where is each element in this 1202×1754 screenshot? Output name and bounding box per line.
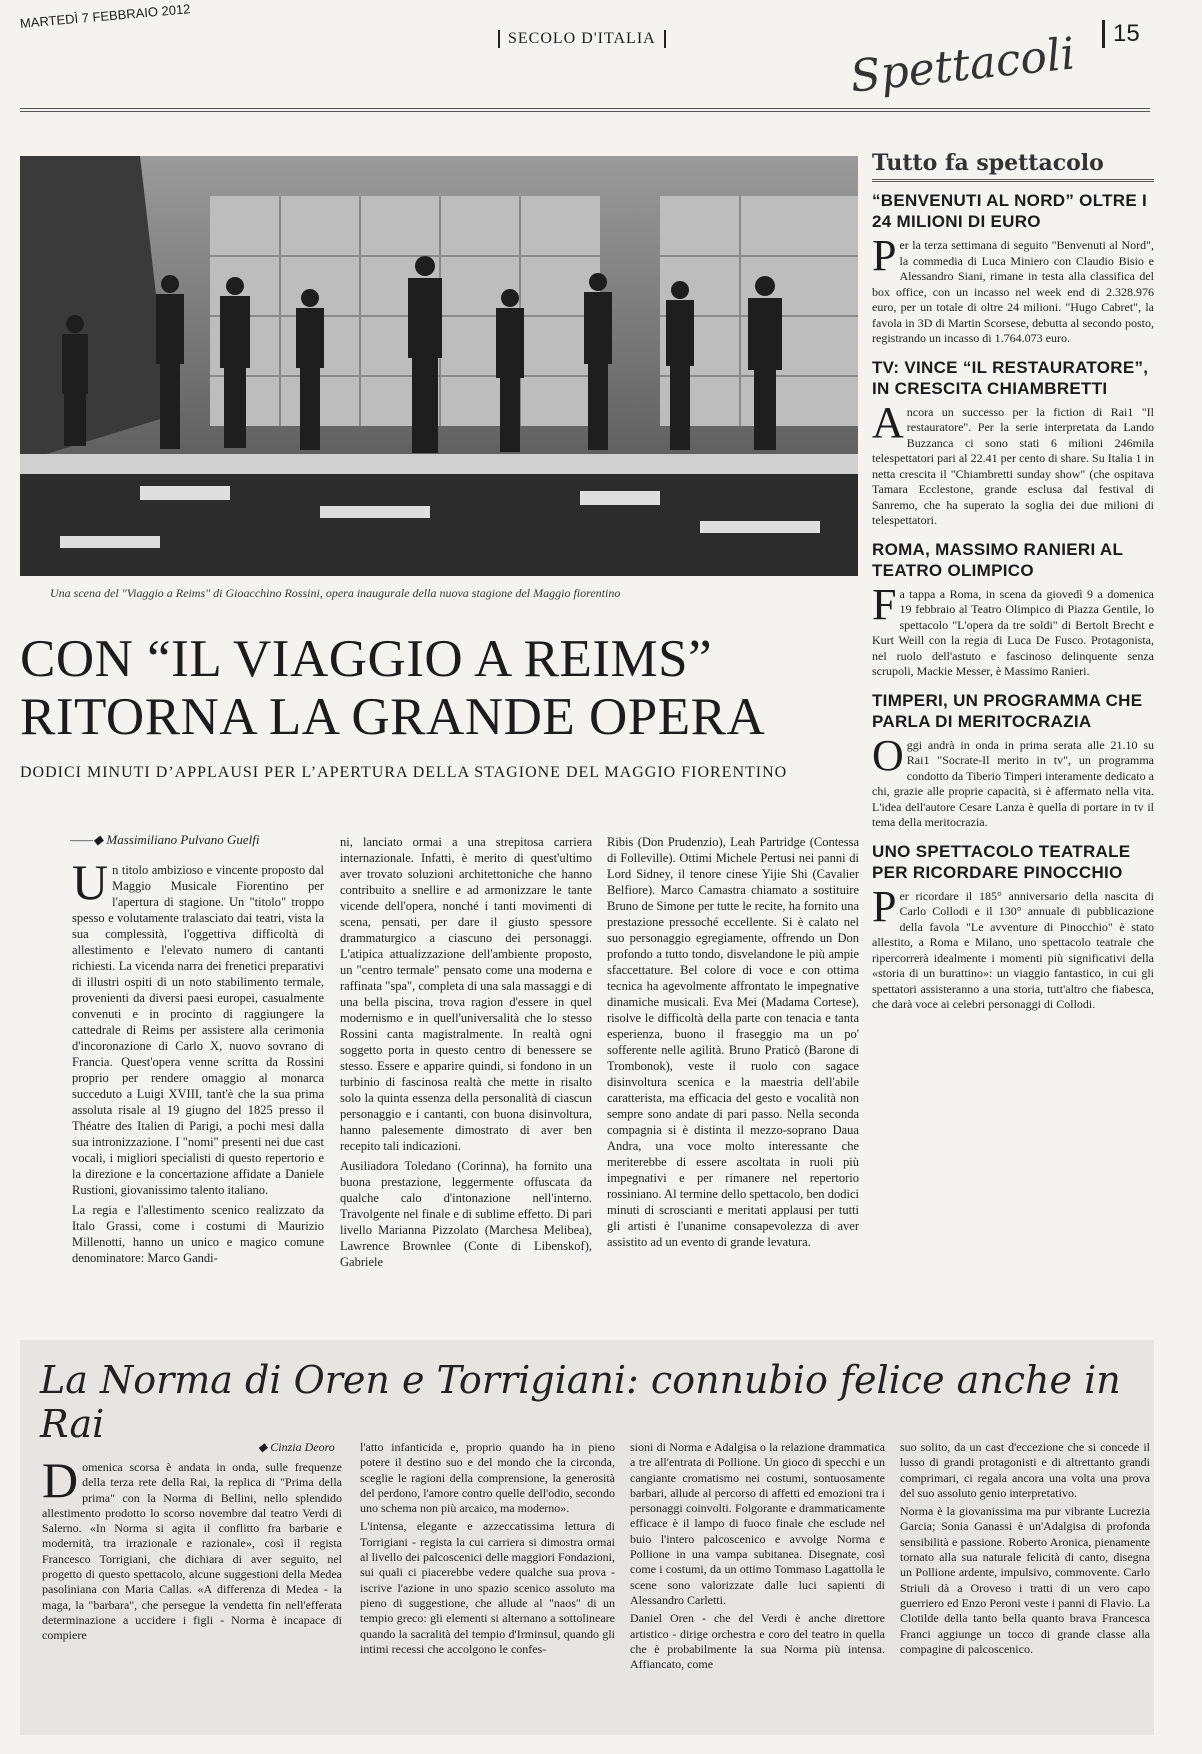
sidebar-news [872, 150, 1154, 1330]
top-rule [20, 108, 1150, 112]
norma-col3-para1: sioni di Norma e Adalgisa o la relazione drammatica a tre all'entrata di Pollione. Un gioco di specchi e un cangiante cromatismo nei costumi, sontuosamente barbari, allude al percorso di affetti ed emozioni tra i personaggi coinvolti. Folgorante e drammaticamente efficace è il lampo di fuoco finale che esclude nel buio l'intero palcoscenico e avvolge Norma e Pollione in una vampa subitanea. Disegnate, così come i costumi, da un ottimo Tommaso Lagattolla le scene sono valorizzate dalle luci sapienti di Alessandro Carletti. [630, 1440, 885, 1607]
main-byline-author: Massimiliano Pulvano Guelfi [106, 832, 260, 847]
sidebar-item-body: Per la terza settimana di seguito "Benvenuti al Nord", la commedia di Luca Miniero con Claudio Bisio e Alessandro Siani, rimane in testa alla classifica del box office, con un incasso nel week end di 2.328.976 euro, per un totale di oltre 24 milioni. "Hugo Cabret", la favola in 3D di Martin Scorsese, debutta al secondo posto, registrando un incasso di 1.764.073 euro. [872, 231, 1154, 345]
sidebar-item-body: Fa tappa a Roma, in scena da giovedì 9 a domenica 19 febbraio al Teatro Olimpico di Piazza Gentile, lo spettacolo "L'opera da tre soldi" di Bertolt Brecht e Kurt Weill con la regia di Luca De Fusco. Protagonista, nel ruolo dell'astuto e fascinoso delinquente senza scrupoli, Mackie Messer, è Massimo Ranieri. [872, 579, 1154, 678]
sidebar-item-body: Per ricordare il 185° anniversario della nascita di Carlo Collodi e il 130° annuale di pubblicazione della favola "Le avventure di Pinocchio" è stato allestito, a Roma e Milano, uno spettacolo teatrale che ripercorrerà idealmente i momenti più significativi della «storia di un burattino»: un viaggio fantastico, in cui gli spettatori assisteranno a una storia, tutt'altro che fiabesca, che darà voce ai celebri personaggi di Collodi. [872, 881, 1154, 1011]
sidebar-item [872, 357, 1154, 529]
main-col3-para1: Ribis (Don Prudenzio), Leah Partridge (Contessa di Folleville). Ottimi Michele Pertusi nei panni di Lord Sidney, il tenore cinese Yijie Shi (Cavalier Belfiore). Marco Camastra chiamato a sostituire Bruno de Simone per tutte le recite, ha fornito una prestazione pressoché eccellente. Si è calato nel suo personaggio egregiamente, offrendo un Don profondo a tutto tondo, disvelandone le più ampie sfaccettature. Bel colore di voce e con ottima tecnica ha agevolmente affrontato le impegnative dinamiche musicali. Eva Mei (Madama Cortese), risolve le difficoltà della parte con tenacia e tanta esperienza, buono il fraseggio ma un po' sofferente nelle agilità. Bruno Praticò (Barone di Trombonok), veste il ruolo con sagace disinvoltura scenica e la maestria dell'abile caratterista, ma efficacia del gesto e vocalità non sempre sono andate di pari passo. Nella seconda compagnia si è distinta il mezzo-soprano Daua Andra, una voce molto interessante che meriterebbe di essere ascoltata in ruoli più impegnativi e per rimanere nel repertorio rossiniano. Al termine dello spettacolo, ben dodici minuti di scroscianti e meritati applausi per tutti gli artisti è l'unanime consapevolezza di aver assistito ad un evento di grande levatura. [607, 835, 859, 1249]
sidebar-item-headline: ROMA, MASSIMO RANIERI AL TEATRO OLIMPICO [872, 539, 1123, 580]
sidebar-item-headline: UNO SPETTACOLO TEATRALE PER RICORDARE PINOCCHIO [872, 841, 1131, 882]
main-col1-para1: Un titolo ambizioso e vincente proposto dal Maggio Musicale Fiorentino per l'apertura di stagione. Un "titolo" troppo spesso e volutamente tralasciato dai teatri, vista la sua complessità, l'oggettiva difficoltà di allestimento e l'elevato numero di cantanti richiesti. La vicenda narra dei frenetici preparativi di illustri ospiti di un noto stabilimento termale, provenienti da diversi paesi europei, casualmente convenuti e in procinto di raggiungere la cattedrale di Reims per assistere alla cerimonia d'incoronazione di Carlo X, nuovo sovrano di Francia. Quest'opera venne scritta da Rossini proprio per rendere omaggio al monarca succeduto a Luigi XVIII, tant'è che la sua prima assoluta risale al 19 giugno del 1825 presso il Théatre des Italien di Parigi, a pochi mesi dalla sua intronizzazione. I "nomi" presenti nei due cast vocali, i migliori specialisti di questo repertorio e la direzione e la concertazione affidate a Daniele Rustioni, giovanissimo talento italiano. [72, 862, 324, 1197]
main-col2-para2: Ausiliadora Toledano (Corinna), ha fornito una buona prestazione, leggermente offuscata da qualche calo d'intonazione nell'interno. Travolgente nel finale e di sublime effetto. Di pari livello Marianna Pizzolato (Marchesa Melibea), Lawrence Brownlee (Conte di Libenskof), Gabriele [340, 1159, 592, 1269]
main-subheadline: DODICI MINUTI D’APPLAUSI PER L’APERTURA DELLA STAGIONE DEL MAGGIO FIORENTINO [20, 764, 788, 781]
sidebar-item [872, 190, 1154, 347]
sidebar-item-body: Oggi andrà in onda in prima serata alle 21.10 su Rai1 "Socrate-Il merito in tv", un programma condotto da Tiberio Timperi interamente dedicato a chi, grazie alle proprie capacità, si è affermato nella vita. L'idea dell'autore Cesare Lanza è quella di portare in tv il tema della meritocrazia. [872, 730, 1154, 829]
norma-byline: ◆ Cinzia Deoro [258, 1440, 335, 1454]
sidebar-item-headline: “BENVENUTI AL NORD” OLTRE I 24 MILIONI DI EURO [872, 191, 1148, 231]
norma-col4-para2: Norma è la giovanissima ma pur vibrante Lucrezia Garcia; Sonia Ganassi è un'Adalgisa di profonda sensibilità e passione. Roberto Aronica, pienamente tornato alla sua naturale felicità di canto, disegna un Pollione ardente, impulsivo, commovente. Carlo Striuli dà a Oroveso i tratti di un vero capo guerriero ed Enzo Peroni veste i panni di Flavio. La Clotilde della tanto bella quanto brava Francesca Franci aggiunge un tocco di grande classe alla compagine di palcoscenico. [900, 1504, 1150, 1656]
norma-col4-para1: suo solito, da un cast d'eccezione che si concede il lusso di grandi protagonisti e di altrettanto grandi comprimari, ci regala ancora una volta una prova del suo assoluto genio interpretativo. [900, 1440, 1150, 1500]
norma-col1-para: Domenica scorsa è andata in onda, sulle frequenze della terza rete della Rai, la replica di "Prima della prima" con la Norma di Bellini, nello splendido allestimento prodotto lo scorso novembre dal teatro Verdi di Salerno. «In Norma si agita il conflitto fra barbarie e modernità, tra irrazionale e razionale», così il regista Francesco Torrigiani, che dichiara di aver seguito, nel progetto di questo spettacolo, alcune suggestioni della Medea pasoliniana con Maria Callas. «A differenza di Medea - la maga, la "barbara", che persegue la vendetta fin nell'efferata determinazione a uccidere i figli - Norma è incapace di compiere [42, 1460, 342, 1643]
sidebar-title: Tutto fa spettacolo [872, 150, 1154, 182]
headline-line-1: CON “IL VIAGGIO A REIMS” [20, 630, 713, 688]
photo-caption: Una scena del "Viaggio a Reims" di Gioacchino Rossini, opera inaugurale della nuova stagione del Maggio fiorentino [50, 586, 621, 600]
page-number: 15 [1102, 20, 1140, 48]
main-column-1 [72, 862, 324, 1322]
main-column-2 [340, 834, 592, 1322]
norma-byline-author: Cinzia Deoro [270, 1440, 335, 1454]
issue-date: MARTEDÌ 7 FEBBRAIO 2012 [19, 1, 192, 31]
stage-photo [20, 156, 858, 576]
sidebar-item-headline: TV: VINCE “IL RESTAURATORE”, IN CRESCITA CHIAMBRETTI [872, 357, 1149, 398]
norma-col3-para2: Daniel Oren - che del Verdi è anche direttore artistico - dirige orchestra e coro del teatro in quella che è probabilmente la sua Norma più intensa. Affiancato, come [630, 1611, 885, 1672]
norma-headline: La Norma di Oren e Torrigiani: connubio felice anche in Rai [40, 1358, 1121, 1446]
main-col1-para2: La regia e l'allestimento scenico realizzato da Italo Grassi, come i costumi di Maurizio Millenotti, hanno un unico e magico comune denominatore: Marco Gandi- [72, 1203, 324, 1265]
sidebar-item-headline: TIMPERI, UN PROGRAMMA CHE PARLA DI MERITOCRAZIA [872, 690, 1143, 731]
section-title: Spettacoli [847, 28, 1078, 103]
sidebar-item [872, 841, 1154, 1013]
norma-column-2 [360, 1440, 615, 1716]
sidebar-item [872, 539, 1154, 680]
norma-col2-para2: L'intensa, elegante e azzeccatissima lettura di Torrigiani - regista la cui carriera si dimostra ormai al livello dei palcoscenici delle maggiori Fondazioni, sui quali ci piacerebbe vedere qualche sua prova - iscrive l'azione in uno spazio scenico assoluto ma pieno di suggestione, che allude al "naos" di un tempio greco: gli elementi si alternano a sottolineare quando la sacralità del tempio d'Irminsul, quando gli intimi recessi che accolgono le confes- [360, 1519, 615, 1656]
main-byline: ——◆ Massimiliano Pulvano Guelfi [70, 832, 260, 847]
norma-column-4 [900, 1440, 1150, 1716]
sidebar-item [872, 690, 1154, 831]
norma-column-1 [42, 1460, 342, 1732]
stage-photo-illustration [20, 156, 858, 576]
headline-line-2: RITORNA LA GRANDE OPERA [20, 688, 766, 746]
main-col2-para1: ni, lanciato ormai a una strepitosa carriera internazionale. Infatti, è merito di quest'ultimo aver trovato soluzioni architettoniche che hanno contribuito a snellire e ad armonizzare le tante vicende dell'opera, nonché i tanti movimenti di scena, pensati, per dare il giusto spessore drammaturgico a ciascuno dei personaggi. L'atipica attualizzazione dell'ambiente proposto, un "centro termale" pensato come una moderna e raffinata "spa", completa di una sala massaggi e di una bella piscina, trova ragion d'essere in quel modernismo e in quell'universalità che lo stesso Rossini canta magistralmente. In realtà ogni soggetto porta in questo centro di benessere se stesso. Essere e apparire quindi, si fondono in un turbinio di fascinosa realtà che mette in risalto solo la quinta essenza della personalità di ciascun personaggio e i cantanti, con buona disinvoltura, hanno palesemente dimostrato di aver ben recepito tali indicazioni. [340, 835, 592, 1153]
norma-column-3 [630, 1440, 885, 1716]
main-column-3 [607, 834, 859, 1322]
norma-col2-para1: l'atto infanticida e, proprio quando ha in pieno potere il destino suo e del mondo che la circonda, sceglie le ragioni della comprensione, la generosità del perdono, l'amore contro quelle dell'odio, secondo uno schema non più arcaico, ma moderno». [360, 1440, 615, 1516]
newspaper-name: SECOLO D'ITALIA [498, 30, 666, 48]
sidebar-item-body: Ancora un successo per la fiction di Rai1 "Il restauratore". Per la serie interpretata da Lando Buzzanca ci sono stati 6 milioni 246mila telespettatori pari al 22.41 per cento di share. Su Italia 1 in netta crescita il "Chiambretti sunday show" (che ospitava Tamara Ecclestone, grande esclusa dal festival di Sanremo, che ha superato la soglia dei due milioni di telespettatori. [872, 397, 1154, 527]
main-headline [20, 630, 860, 746]
